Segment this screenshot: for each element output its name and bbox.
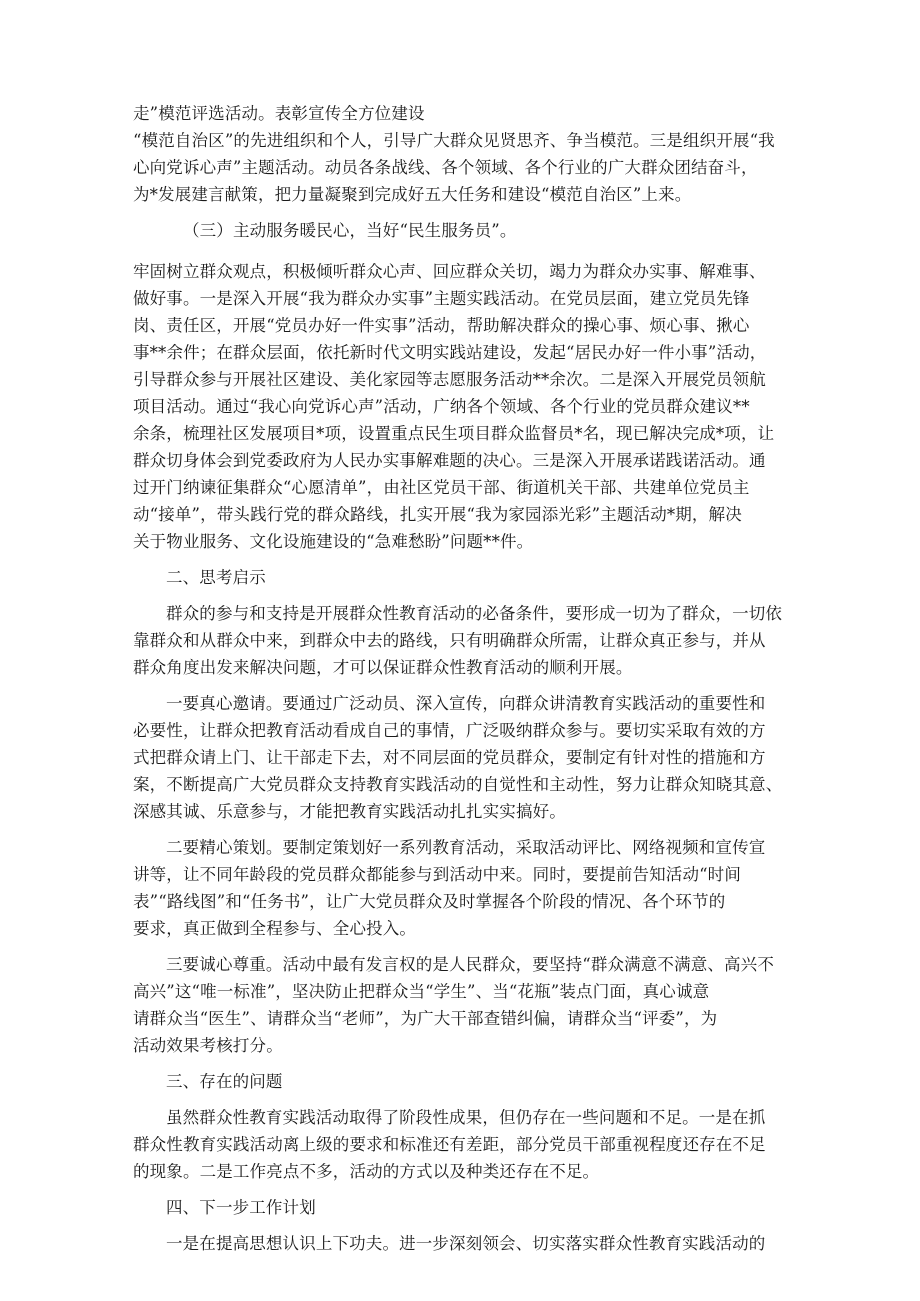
text-line: 群众的参与和支持是开展群众性教育活动的必备条件，要形成一切为了群众，一切依: [166, 604, 783, 623]
text-line: 项目活动。通过“我心向党诉心声”活动，广纳各个领域、各个行业的党员群众建议**: [133, 397, 750, 416]
text-line: 请群众当“医生”、请群众当“老师”，为广大干部查错纠偏，请群众当“评委”，为: [133, 1009, 718, 1028]
text-line: 案，不断提高广大党员群众支持教育实践活动的自觉性和主动性，努力让群众知晓其意、: [133, 775, 783, 794]
text-line: 三要诚心尊重。活动中最有发言权的是人民群众，要坚持“群众满意不满意、高兴不: [166, 955, 774, 974]
text-line: 活动效果考核打分。: [133, 1036, 283, 1055]
section-heading-4: 四、下一步工作计划: [166, 1198, 316, 1217]
text-line: “模范自治区”的先进组织和个人，引导广大群众见贤思齐、争当模范。三是组织开展“我: [133, 131, 775, 150]
section-heading-3: （三）主动服务暖民心，当好“民生服务员”。: [183, 221, 517, 240]
text-line: 群众性教育实践活动离上级的要求和标准还有差距，部分党员干部重视程度还存在不足: [133, 1135, 766, 1154]
text-line: 虽然群众性教育实践活动取得了阶段性成果，但仍存在一些问题和不足。一是在抓: [166, 1108, 766, 1127]
document-page: [133, 100, 795, 1257]
text-line: 式把群众请上门、让干部走下去，对不同层面的党员群众，要制定有针对性的措施和方: [133, 748, 766, 767]
paragraph-5: [133, 834, 795, 942]
text-line: 高兴”这“唯一标准”，坚决防止把群众当“学生”、当“花瓶”装点门面，真心诚意: [133, 982, 710, 1001]
text-line: 做好事。一是深入开展“我为群众办实事”主题实践活动。在党员层面，建立党员先锋: [133, 289, 750, 308]
text-line: 过开门纳谏征集群众“心愿清单”，由社区党员干部、街道机关干部、共建单位党员主: [133, 478, 750, 497]
section-heading-3b: 三、存在的问题: [166, 1072, 283, 1091]
text-line: 二要精心策划。要制定策划好一系列教育活动，采取活动评比、网络视频和宣传宣: [166, 838, 766, 857]
paragraph-2: [133, 258, 795, 555]
paragraph-4: [133, 690, 795, 825]
paragraph-1: [133, 100, 795, 208]
text-line: 引导群众参与开展社区建设、美化家园等志愿服务活动**余次。二是深入开展党员领航: [133, 370, 766, 389]
text-line: 岗、责任区，开展“党员办好一件实事”活动，帮助解决群众的操心事、烦心事、揪心: [133, 316, 750, 335]
text-line: 牢固树立群众观点，积极倾听群众心声、回应群众关切，竭力为群众办实事、解难事、: [133, 262, 766, 281]
text-line: 群众角度出发来解决问题，才可以保证群众性教育活动的顺利开展。: [133, 658, 633, 677]
text-line: 走”模范评选活动。表彰宣传全方位建设: [133, 104, 425, 123]
paragraph-3: [133, 600, 795, 681]
text-line: 深感其诚、乐意参与，才能把教育实践活动扎扎实实搞好。: [133, 802, 566, 821]
text-line: 为*发展建言献策，把力量凝聚到完成好五大任务和建设“模范自治区”上来。: [133, 185, 692, 204]
text-line: 必要性，让群众把教育活动看成自己的事情，广泛吸纳群众参与。要切实采取有效的方: [133, 721, 766, 740]
text-line: 余条，梳理社区发展项目*项，设置重点民生项目群众监督员*名，现已解决完成*项，让: [133, 424, 775, 443]
text-line: 要求，真正做到全程参与、全心投入。: [133, 919, 417, 938]
text-line: 表”“路线图”和“任务书”，让广大党员群众及时掌握各个阶段的情况、各个环节的: [133, 892, 726, 911]
paragraph-7: [133, 1104, 795, 1185]
paragraph-8: [133, 1230, 795, 1257]
paragraph-6: [133, 951, 795, 1059]
text-line: 群众切身体会到党委政府为人民办实事解难题的决心。三是深入开展承诺践诺活动。通: [133, 451, 766, 470]
text-line: 关于物业服务、文化设施建设的“急难愁盼”问题**件。: [133, 532, 534, 551]
text-line: 动“接单”，带头践行党的群众路线，扎实开展“我为家园添光彩”主题活动*期，解决: [133, 505, 742, 524]
text-line: 一是在提高思想认识上下功夫。进一步深刻领会、切实落实群众性教育实践活动的: [166, 1234, 766, 1253]
text-line: 靠群众和从群众中来，到群众中去的路线，只有明确群众所需，让群众真正参与，并从: [133, 631, 766, 650]
section-heading-2: 二、思考启示: [166, 568, 266, 587]
text-line: 心向党诉心声”主题活动。动员各条战线、各个领域、各个行业的广大群众团结奋斗，: [133, 158, 758, 177]
text-line: 讲等，让不同年龄段的党员群众都能参与到活动中来。同时，要提前告知活动“时间: [133, 865, 741, 884]
text-line: 的现象。二是工作亮点不多，活动的方式以及种类还存在不足。: [133, 1162, 600, 1181]
text-line: 事**余件；在群众层面，依托新时代文明实践站建设，发起“居民办好一件小事”活动，: [133, 343, 767, 362]
text-line: 一要真心邀请。要通过广泛动员、深入宣传，向群众讲清教育实践活动的重要性和: [166, 694, 766, 713]
